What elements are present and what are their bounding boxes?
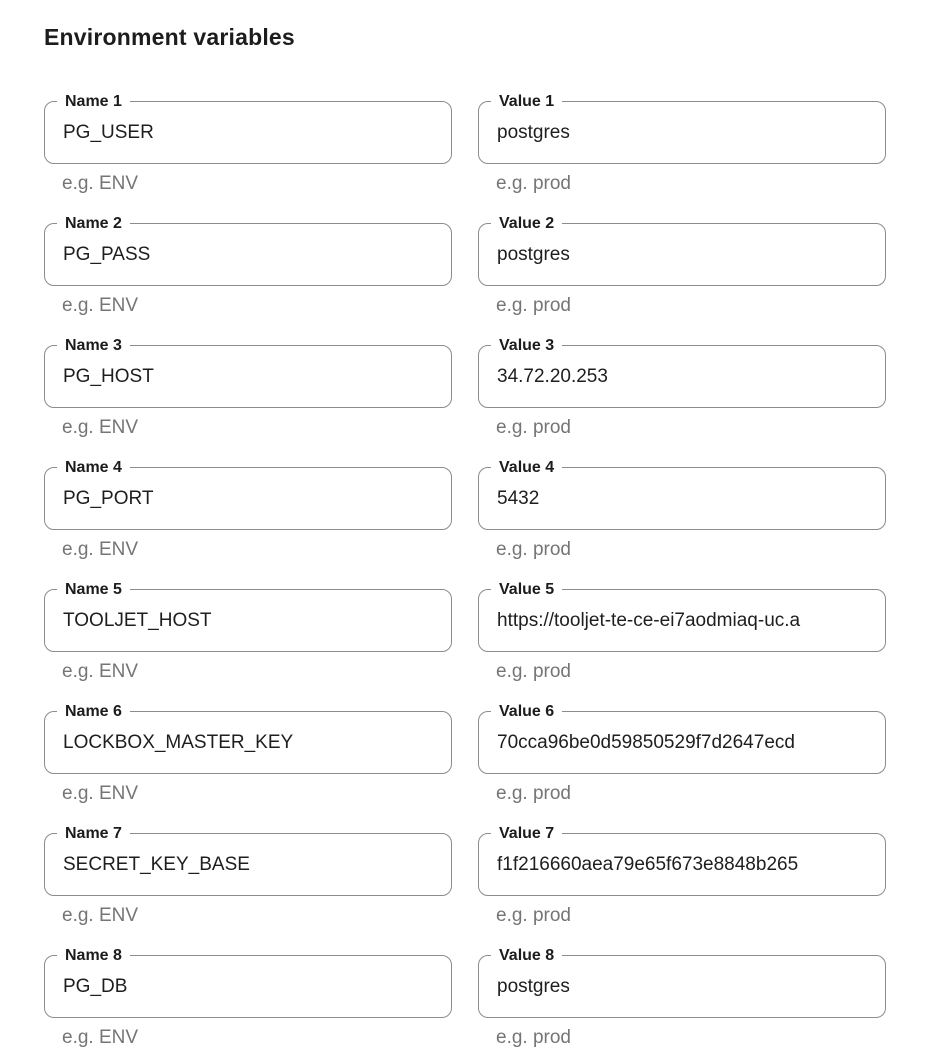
value-4-label: Value 4 xyxy=(491,458,562,477)
name-8-label: Name 8 xyxy=(57,946,130,965)
name-1-field xyxy=(44,93,452,164)
name-4-label: Name 4 xyxy=(57,458,130,477)
name-5-helper-text: e.g. ENV xyxy=(62,661,139,682)
value-6-label: Value 6 xyxy=(491,702,562,721)
name-2-field xyxy=(44,215,452,286)
name-2-label: Name 2 xyxy=(57,214,130,233)
name-3-field xyxy=(44,337,452,408)
env-value-cell-3 xyxy=(478,333,886,440)
name-3-helper-text: e.g. ENV xyxy=(62,417,139,438)
name-5-label: Name 5 xyxy=(57,580,130,599)
value-3-label: Value 3 xyxy=(491,336,562,355)
value-5-input[interactable] xyxy=(479,590,885,651)
name-4-input[interactable] xyxy=(45,468,451,529)
name-3-label: Name 3 xyxy=(57,336,130,355)
name-7-helper-text: e.g. ENV xyxy=(62,905,139,926)
value-7-field xyxy=(478,825,886,896)
value-7-label: Value 7 xyxy=(491,824,562,843)
name-1-helper-text: e.g. ENV xyxy=(62,173,139,194)
name-2-input[interactable] xyxy=(45,224,451,285)
name-2-helper-text: e.g. ENV xyxy=(62,295,139,316)
env-value-cell-1 xyxy=(478,89,886,196)
value-1-field xyxy=(478,93,886,164)
env-name-cell-6 xyxy=(44,699,452,806)
value-2-helper-text: e.g. prod xyxy=(496,295,571,316)
value-3-helper-text: e.g. prod xyxy=(496,417,571,438)
name-8-field xyxy=(44,947,452,1018)
env-value-cell-5 xyxy=(478,577,886,684)
value-4-helper-text: e.g. prod xyxy=(496,539,571,560)
value-4-input[interactable] xyxy=(479,468,885,529)
name-6-field xyxy=(44,703,452,774)
value-8-label: Value 8 xyxy=(491,946,562,965)
name-6-helper-text: e.g. ENV xyxy=(62,783,139,804)
env-value-cell-8 xyxy=(478,943,886,1050)
value-8-input[interactable] xyxy=(479,956,885,1017)
env-name-cell-1 xyxy=(44,89,452,196)
name-5-input[interactable] xyxy=(45,590,451,651)
value-6-field xyxy=(478,703,886,774)
env-value-cell-2 xyxy=(478,211,886,318)
value-1-label: Value 1 xyxy=(491,92,562,111)
env-name-cell-8 xyxy=(44,943,452,1050)
value-2-label: Value 2 xyxy=(491,214,562,233)
value-2-field xyxy=(478,215,886,286)
name-8-input[interactable] xyxy=(45,956,451,1017)
value-8-field xyxy=(478,947,886,1018)
value-2-input[interactable] xyxy=(479,224,885,285)
name-8-helper-text: e.g. ENV xyxy=(62,1027,139,1048)
name-6-label: Name 6 xyxy=(57,702,130,721)
env-vars-grid xyxy=(44,89,946,1050)
name-7-input[interactable] xyxy=(45,834,451,895)
value-6-helper-text: e.g. prod xyxy=(496,783,571,804)
name-4-helper-text: e.g. ENV xyxy=(62,539,139,560)
value-3-field xyxy=(478,337,886,408)
env-name-cell-7 xyxy=(44,821,452,928)
name-1-label: Name 1 xyxy=(57,92,130,111)
name-7-field xyxy=(44,825,452,896)
env-value-cell-6 xyxy=(478,699,886,806)
value-4-field xyxy=(478,459,886,530)
env-value-cell-7 xyxy=(478,821,886,928)
env-value-cell-4 xyxy=(478,455,886,562)
value-3-input[interactable] xyxy=(479,346,885,407)
name-5-field xyxy=(44,581,452,652)
value-5-label: Value 5 xyxy=(491,580,562,599)
value-5-field xyxy=(478,581,886,652)
name-6-input[interactable] xyxy=(45,712,451,773)
env-name-cell-5 xyxy=(44,577,452,684)
value-6-input[interactable] xyxy=(479,712,885,773)
env-name-cell-3 xyxy=(44,333,452,440)
value-1-helper-text: e.g. prod xyxy=(496,173,571,194)
env-name-cell-2 xyxy=(44,211,452,318)
value-7-input[interactable] xyxy=(479,834,885,895)
value-7-helper-text: e.g. prod xyxy=(496,905,571,926)
name-3-input[interactable] xyxy=(45,346,451,407)
name-7-label: Name 7 xyxy=(57,824,130,843)
env-name-cell-4 xyxy=(44,455,452,562)
name-1-input[interactable] xyxy=(45,102,451,163)
value-5-helper-text: e.g. prod xyxy=(496,661,571,682)
name-4-field xyxy=(44,459,452,530)
section-title: Environment variables xyxy=(44,24,295,50)
value-8-helper-text: e.g. prod xyxy=(496,1027,571,1048)
value-1-input[interactable] xyxy=(479,102,885,163)
